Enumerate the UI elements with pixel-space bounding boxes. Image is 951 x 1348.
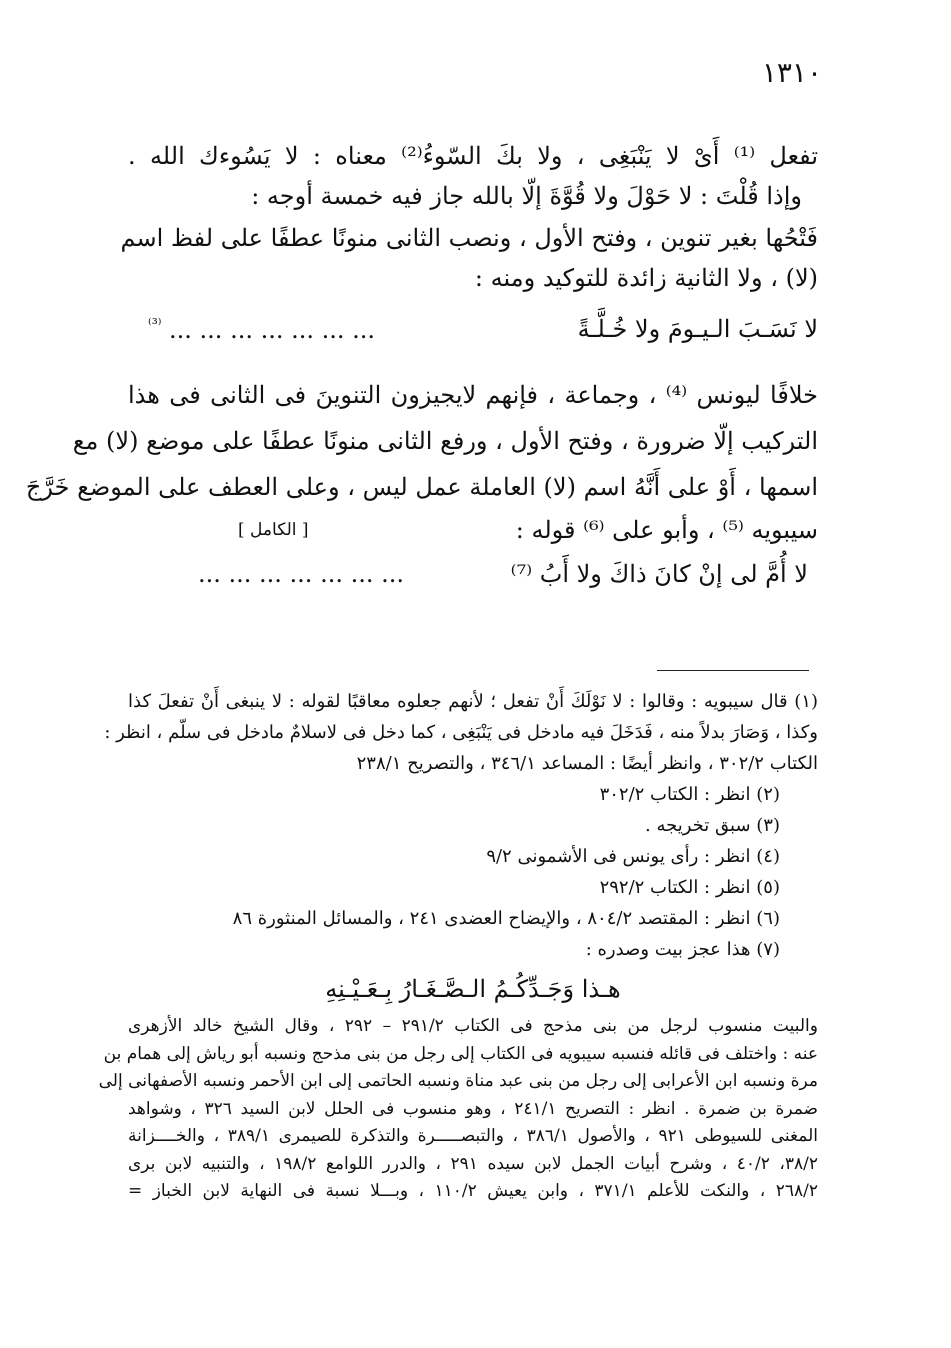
footnote-line: (٢) انظر : الكتاب ٣٠٢/٢ bbox=[599, 784, 780, 805]
body-line: (لا) ، ولا الثانية زائدة للتوكيد ومنه : bbox=[474, 264, 818, 292]
verse-2-second-hemistich: ... ... ... ... ... ... ... bbox=[198, 560, 404, 588]
footnote-line: (٣) سبق تخريجه . bbox=[645, 815, 780, 836]
body-line: اسمها ، أَوْ على أَنَّهُ اسم (لا) العاملة عمل ليس ، وعلى العطف على الموضع خَرَّجَ bbox=[25, 473, 818, 501]
footnote-line: الكتاب ٣٠٢/٢ ، وانظر أيضًا : المساعد ٣٤٦/١ ، والتصريح ٢٣٨/١ bbox=[356, 753, 818, 774]
footnote-separator bbox=[657, 670, 809, 671]
meter-label: [ الكامل ] bbox=[238, 520, 309, 540]
footnote-line: (٥) انظر : الكتاب ٢٩٢/٢ bbox=[599, 877, 780, 898]
footnotes bbox=[98, 686, 818, 1206]
body-line: التركيب إلّا ضرورة ، وفتح الأول ، ورفع الثانى منونًا عطفًا على موضع (لا) مع bbox=[72, 427, 818, 455]
body-line: وإذا قُلْتَ : لا حَوْلَ ولا قُوَّةَ إلّا بالله جاز فيه خمسة أوجه : bbox=[251, 182, 802, 210]
meter-line bbox=[128, 510, 818, 550]
footnote-line: وكذا ، وَصَارَ بدلاً منه ، فَدَخَلَ فيه مادخل فى يَنْبَغِى ، كما دخل فى لاسلامٌ مادخل فى سلّم ، انظر : bbox=[104, 722, 818, 743]
footnote-line: (٦) انظر : المقتصد ٨٠٤/٢ ، والإيضاح العضدى ٢٤١ ، والمسائل المنثورة ٨٦ bbox=[232, 908, 780, 929]
footnote-line: (٤) انظر : رأى يونس فى الأشمونى ٩/٢ bbox=[486, 846, 780, 867]
footnote-line: (١) قال سيبويه : وقالوا : لا نَوْلَكَ أَنْ تفعل ؛ لأنهم جعلوه معاقبًا لقوله : لا ينبغى أَنْ تفعلَ كذا bbox=[128, 691, 818, 712]
source-line: ٢٦٨/٢ ، والنكت للأعلم ٣٧١/١ ، وابن يعيش ١١٠/٢ ، وبـــلا نسبة فى النهاية لابن الخباز = bbox=[128, 1181, 818, 1201]
footnote-line: (٧) هذا عجز بيت وصدره : bbox=[585, 939, 780, 960]
verse-1-first-hemistich: لا نَسَـبَ الـيـومَ ولا خُـلَّـةً bbox=[577, 315, 818, 343]
source-line: المغنى للسيوطى ٩٢١ ، والأصول ٣٨٦/١ ، والتبصـــــرة والتذكرة للصيمرى ٣٨٩/١ ، والخــــزانة bbox=[128, 1126, 818, 1146]
page-number: ١٣١٠ bbox=[761, 56, 822, 89]
quoted-hemistich: هـذا وَجَـدِّكُـمُ الـصَّـغَـارُ بِـعَـيْـنِهِ bbox=[325, 975, 621, 1003]
source-line: ٣٨/٢، ٤٠/٢ ، وشرح أبيات الجمل لابن سيده ٢٩١ ، والدرر اللوامع ١٩٨/٢ ، والتنبيه لابن برى bbox=[128, 1153, 818, 1174]
main-text bbox=[25, 136, 818, 598]
body-line: سيبويه ⁽⁵⁾ ، وأبو على ⁽⁶⁾ قوله : bbox=[515, 516, 818, 544]
source-line: ضمرة بن ضمرة . انظر : التصريح ٢٤١/١ ، وهو منسوب فى الحلل لابن السيد ٣٢٦ ، وشواهد bbox=[128, 1098, 818, 1119]
body-line: تفعل ⁽¹⁾ أَىْ لا يَنْبَغِى ، ولا بكَ السّوءُ⁽²⁾ معناه : لا يَسُوءك الله . bbox=[128, 142, 818, 170]
source-line: عنه : واختلف فى قائله فنسبه سيبويه فى الكتاب إلى رجل من بنى مذحج ونسبه أبو رياش إلى همام بن bbox=[103, 1043, 818, 1064]
source-line: مرة ونسبه ابن الأعرابى إلى رجل من بنى عبد مناة ونسبه الحاتمى إلى ابن الأحمر ونسبه الأصفهانى إلى bbox=[98, 1071, 818, 1091]
body-line: خلافًا ليونس ⁽⁴⁾ ، وجماعة ، فإنهم لايجيزون التنوينَ فى الثانى فى هذا bbox=[128, 381, 818, 409]
verse-2-first-hemistich: لا أُمَّ لى إنْ كانَ ذاكَ ولا أَبُ ⁽⁷⁾ bbox=[510, 560, 808, 588]
verse-1 bbox=[128, 298, 818, 360]
body-line: فَتْحُها بغير تنوين ، وفتح الأول ، ونصب الثانى منونًا عطفًا على لفظ اسم bbox=[120, 224, 818, 252]
source-line: والبيت منسوب لرجل من بنى مذحج فى الكتاب ٢٩١/٢ – ٢٩٢ ، وقال الشيخ خالد الأزهرى bbox=[128, 1016, 818, 1036]
footnote-ref: ⁽³⁾ bbox=[148, 314, 162, 333]
verse-2 bbox=[128, 550, 818, 598]
verse-1-second-hemistich: ... ... ... ... ... ... ... $^{^{(3)}}$ bbox=[148, 314, 376, 344]
